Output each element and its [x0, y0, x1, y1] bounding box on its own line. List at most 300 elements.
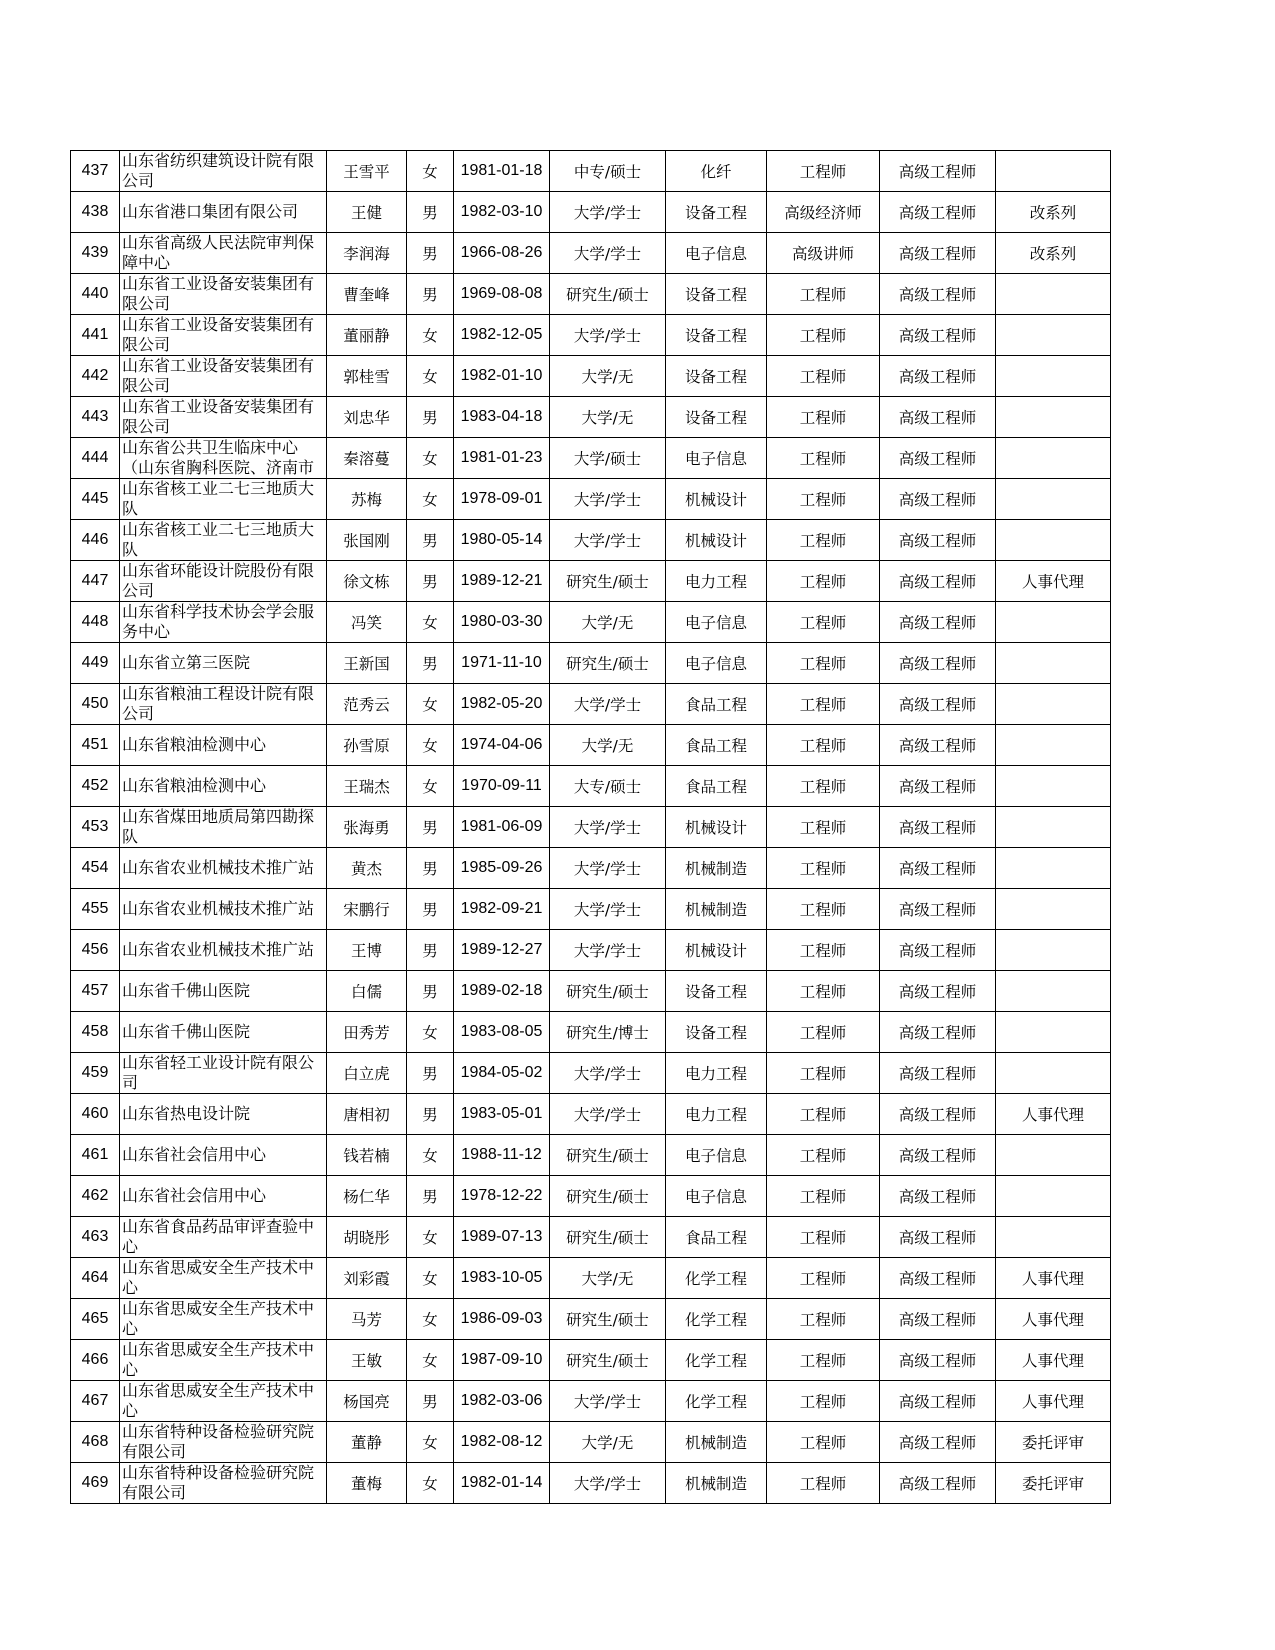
unit-cell [120, 1176, 327, 1217]
unit-text: 山东省思威安全生产技术中心 [122, 1299, 315, 1338]
table-row [71, 274, 1111, 315]
table-row [71, 192, 1111, 233]
unit-text: 山东省科学技术协会学会服务中心 [122, 602, 315, 641]
remark-cell [996, 151, 1111, 192]
remark-cell [996, 684, 1111, 725]
name-cell: 王瑞杰 [327, 766, 407, 807]
name-cell: 刘彩霞 [327, 1258, 407, 1299]
gender-cell: 女 [407, 1299, 454, 1340]
applied-title-cell: 高级工程师 [880, 520, 996, 561]
personnel-table [70, 150, 1111, 1504]
current-title-cell: 工程师 [767, 1340, 880, 1381]
birth-date-cell: 1983-08-05 [454, 1012, 550, 1053]
birth-date-cell: 1989-12-21 [454, 561, 550, 602]
table-row [71, 356, 1111, 397]
gender-cell: 女 [407, 1012, 454, 1053]
gender-cell: 女 [407, 1422, 454, 1463]
specialty-cell: 机械制造 [666, 1422, 767, 1463]
table-row [71, 151, 1111, 192]
applied-title-cell: 高级工程师 [880, 643, 996, 684]
unit-cell [120, 766, 327, 807]
applied-title-cell: 高级工程师 [880, 1381, 996, 1422]
applied-title-cell: 高级工程师 [880, 315, 996, 356]
table-row [71, 1012, 1111, 1053]
applied-title-cell: 高级工程师 [880, 684, 996, 725]
remark-cell [996, 520, 1111, 561]
row-number: 447 [71, 561, 120, 602]
current-title-cell: 工程师 [767, 930, 880, 971]
current-title-cell: 工程师 [767, 315, 880, 356]
remark-cell [996, 438, 1111, 479]
unit-cell [120, 848, 327, 889]
name-cell: 王雪平 [327, 151, 407, 192]
applied-title-cell: 高级工程师 [880, 1217, 996, 1258]
unit-text: 山东省特种设备检验研究院有限公司 [122, 1422, 315, 1461]
row-number: 446 [71, 520, 120, 561]
specialty-cell: 食品工程 [666, 766, 767, 807]
row-number: 457 [71, 971, 120, 1012]
applied-title-cell: 高级工程师 [880, 766, 996, 807]
specialty-cell: 机械设计 [666, 520, 767, 561]
unit-text: 山东省思威安全生产技术中心 [122, 1381, 315, 1420]
remark-cell [996, 930, 1111, 971]
row-number: 465 [71, 1299, 120, 1340]
specialty-cell: 设备工程 [666, 274, 767, 315]
row-number: 452 [71, 766, 120, 807]
unit-text: 山东省热电设计院 [122, 1104, 251, 1123]
unit-text: 山东省环能设计院股份有限公司 [122, 561, 315, 600]
gender-cell: 男 [407, 848, 454, 889]
applied-title-cell: 高级工程师 [880, 1299, 996, 1340]
unit-text: 山东省核工业二七三地质大队 [122, 479, 315, 518]
applied-title-cell: 高级工程师 [880, 397, 996, 438]
applied-title-cell: 高级工程师 [880, 274, 996, 315]
education-cell: 中专/硕士 [550, 151, 666, 192]
unit-cell [120, 1094, 327, 1135]
current-title-cell: 工程师 [767, 1012, 880, 1053]
unit-cell [120, 192, 327, 233]
table-row [71, 1258, 1111, 1299]
applied-title-cell: 高级工程师 [880, 233, 996, 274]
specialty-cell: 电子信息 [666, 1135, 767, 1176]
table-row [71, 1217, 1111, 1258]
gender-cell: 男 [407, 930, 454, 971]
birth-date-cell: 1981-01-23 [454, 438, 550, 479]
remark-cell [996, 889, 1111, 930]
birth-date-cell: 1982-01-14 [454, 1463, 550, 1504]
birth-date-cell: 1980-03-30 [454, 602, 550, 643]
row-number: 442 [71, 356, 120, 397]
unit-cell [120, 1135, 327, 1176]
unit-cell [120, 643, 327, 684]
unit-text: 山东省核工业二七三地质大队 [122, 520, 315, 559]
gender-cell: 女 [407, 151, 454, 192]
name-cell: 董静 [327, 1422, 407, 1463]
gender-cell: 男 [407, 1381, 454, 1422]
unit-cell [120, 971, 327, 1012]
gender-cell: 男 [407, 561, 454, 602]
unit-cell [120, 1422, 327, 1463]
unit-cell [120, 397, 327, 438]
name-cell: 黄杰 [327, 848, 407, 889]
specialty-cell: 设备工程 [666, 192, 767, 233]
table-row [71, 807, 1111, 848]
birth-date-cell: 1981-01-18 [454, 151, 550, 192]
remark-cell [996, 971, 1111, 1012]
name-cell: 董梅 [327, 1463, 407, 1504]
table-row [71, 602, 1111, 643]
remark-cell [996, 274, 1111, 315]
unit-cell [120, 315, 327, 356]
name-cell: 马芳 [327, 1299, 407, 1340]
name-cell: 张海勇 [327, 807, 407, 848]
applied-title-cell: 高级工程师 [880, 438, 996, 479]
current-title-cell: 工程师 [767, 1422, 880, 1463]
table-row [71, 971, 1111, 1012]
specialty-cell: 设备工程 [666, 315, 767, 356]
remark-cell [996, 766, 1111, 807]
name-cell: 张国刚 [327, 520, 407, 561]
table-row [71, 1463, 1111, 1504]
row-number: 463 [71, 1217, 120, 1258]
row-number: 450 [71, 684, 120, 725]
specialty-cell: 机械设计 [666, 930, 767, 971]
row-number: 456 [71, 930, 120, 971]
name-cell: 王敏 [327, 1340, 407, 1381]
applied-title-cell: 高级工程师 [880, 151, 996, 192]
unit-cell [120, 1381, 327, 1422]
table-row [71, 520, 1111, 561]
remark-cell: 人事代理 [996, 1094, 1111, 1135]
unit-text: 山东省立第三医院 [122, 653, 251, 672]
unit-cell [120, 1463, 327, 1504]
row-number: 437 [71, 151, 120, 192]
unit-text: 山东省轻工业设计院有限公司 [122, 1053, 315, 1092]
birth-date-cell: 1969-08-08 [454, 274, 550, 315]
row-number: 444 [71, 438, 120, 479]
birth-date-cell: 1988-11-12 [454, 1135, 550, 1176]
current-title-cell: 工程师 [767, 725, 880, 766]
applied-title-cell: 高级工程师 [880, 561, 996, 602]
unit-cell [120, 807, 327, 848]
unit-cell [120, 1217, 327, 1258]
table-row [71, 1340, 1111, 1381]
current-title-cell: 工程师 [767, 520, 880, 561]
unit-cell [120, 602, 327, 643]
specialty-cell: 化学工程 [666, 1381, 767, 1422]
unit-text: 山东省农业机械技术推广站 [122, 899, 315, 918]
current-title-cell: 工程师 [767, 356, 880, 397]
name-cell: 曹奎峰 [327, 274, 407, 315]
specialty-cell: 电子信息 [666, 438, 767, 479]
remark-cell [996, 1135, 1111, 1176]
specialty-cell: 化学工程 [666, 1299, 767, 1340]
gender-cell: 女 [407, 1135, 454, 1176]
birth-date-cell: 1984-05-02 [454, 1053, 550, 1094]
unit-text: 山东省粮油检测中心 [122, 735, 267, 754]
education-cell: 研究生/硕士 [550, 1340, 666, 1381]
gender-cell: 女 [407, 1463, 454, 1504]
education-cell: 研究生/硕士 [550, 1135, 666, 1176]
applied-title-cell: 高级工程师 [880, 848, 996, 889]
education-cell: 大学/学士 [550, 684, 666, 725]
specialty-cell: 电力工程 [666, 1094, 767, 1135]
current-title-cell: 工程师 [767, 1258, 880, 1299]
current-title-cell: 工程师 [767, 1053, 880, 1094]
remark-cell: 委托评审 [996, 1463, 1111, 1504]
remark-cell [996, 356, 1111, 397]
education-cell: 研究生/硕士 [550, 643, 666, 684]
current-title-cell: 工程师 [767, 848, 880, 889]
row-number: 453 [71, 807, 120, 848]
specialty-cell: 机械设计 [666, 807, 767, 848]
table-row [71, 561, 1111, 602]
unit-text: 山东省高级人民法院审判保障中心 [122, 233, 315, 272]
unit-cell [120, 438, 327, 479]
unit-cell [120, 725, 327, 766]
specialty-cell: 设备工程 [666, 971, 767, 1012]
remark-cell [996, 1217, 1111, 1258]
current-title-cell: 工程师 [767, 1463, 880, 1504]
table-row [71, 889, 1111, 930]
education-cell: 大学/学士 [550, 807, 666, 848]
remark-cell: 人事代理 [996, 1258, 1111, 1299]
birth-date-cell: 1989-07-13 [454, 1217, 550, 1258]
current-title-cell: 高级经济师 [767, 192, 880, 233]
table-body [71, 151, 1111, 1504]
specialty-cell: 设备工程 [666, 397, 767, 438]
remark-cell [996, 602, 1111, 643]
gender-cell: 男 [407, 889, 454, 930]
name-cell: 孙雪原 [327, 725, 407, 766]
birth-date-cell: 1983-05-01 [454, 1094, 550, 1135]
table-row [71, 1053, 1111, 1094]
specialty-cell: 设备工程 [666, 356, 767, 397]
unit-text: 山东省农业机械技术推广站 [122, 858, 315, 877]
specialty-cell: 机械制造 [666, 848, 767, 889]
gender-cell: 男 [407, 274, 454, 315]
current-title-cell: 工程师 [767, 479, 880, 520]
row-number: 438 [71, 192, 120, 233]
unit-text: 山东省特种设备检验研究院有限公司 [122, 1463, 315, 1502]
birth-date-cell: 1978-09-01 [454, 479, 550, 520]
current-title-cell: 工程师 [767, 807, 880, 848]
birth-date-cell: 1989-12-27 [454, 930, 550, 971]
education-cell: 大学/无 [550, 1422, 666, 1463]
current-title-cell: 工程师 [767, 1217, 880, 1258]
applied-title-cell: 高级工程师 [880, 192, 996, 233]
education-cell: 研究生/硕士 [550, 561, 666, 602]
name-cell: 郭桂雪 [327, 356, 407, 397]
education-cell: 大学/学士 [550, 192, 666, 233]
current-title-cell: 工程师 [767, 971, 880, 1012]
unit-cell [120, 930, 327, 971]
row-number: 448 [71, 602, 120, 643]
current-title-cell: 工程师 [767, 643, 880, 684]
table-row [71, 766, 1111, 807]
unit-cell [120, 889, 327, 930]
education-cell: 大学/无 [550, 725, 666, 766]
name-cell: 宋鹏行 [327, 889, 407, 930]
row-number: 466 [71, 1340, 120, 1381]
birth-date-cell: 1982-03-06 [454, 1381, 550, 1422]
applied-title-cell: 高级工程师 [880, 807, 996, 848]
current-title-cell: 高级讲师 [767, 233, 880, 274]
applied-title-cell: 高级工程师 [880, 1135, 996, 1176]
applied-title-cell: 高级工程师 [880, 1258, 996, 1299]
name-cell: 杨仁华 [327, 1176, 407, 1217]
unit-text: 山东省工业设备安装集团有限公司 [122, 274, 315, 313]
education-cell: 大学/无 [550, 1258, 666, 1299]
name-cell: 徐文栋 [327, 561, 407, 602]
row-number: 460 [71, 1094, 120, 1135]
unit-text: 山东省工业设备安装集团有限公司 [122, 356, 315, 395]
remark-cell: 人事代理 [996, 1340, 1111, 1381]
unit-text: 山东省千佛山医院 [122, 1022, 251, 1041]
education-cell: 大学/无 [550, 397, 666, 438]
applied-title-cell: 高级工程师 [880, 1094, 996, 1135]
unit-cell [120, 561, 327, 602]
current-title-cell: 工程师 [767, 1381, 880, 1422]
unit-text: 山东省工业设备安装集团有限公司 [122, 315, 315, 354]
current-title-cell: 工程师 [767, 151, 880, 192]
gender-cell: 男 [407, 520, 454, 561]
name-cell: 冯笑 [327, 602, 407, 643]
gender-cell: 女 [407, 479, 454, 520]
row-number: 467 [71, 1381, 120, 1422]
name-cell: 白立虎 [327, 1053, 407, 1094]
table-row [71, 1094, 1111, 1135]
applied-title-cell: 高级工程师 [880, 1176, 996, 1217]
applied-title-cell: 高级工程师 [880, 1053, 996, 1094]
remark-cell [996, 397, 1111, 438]
gender-cell: 男 [407, 807, 454, 848]
gender-cell: 女 [407, 1217, 454, 1258]
education-cell: 大学/学士 [550, 930, 666, 971]
education-cell: 大学/无 [550, 602, 666, 643]
applied-title-cell: 高级工程师 [880, 930, 996, 971]
unit-text: 山东省煤田地质局第四勘探队 [122, 807, 315, 846]
gender-cell: 男 [407, 1094, 454, 1135]
birth-date-cell: 1982-01-10 [454, 356, 550, 397]
unit-cell [120, 1053, 327, 1094]
specialty-cell: 食品工程 [666, 1217, 767, 1258]
current-title-cell: 工程师 [767, 1176, 880, 1217]
gender-cell: 女 [407, 725, 454, 766]
table-row [71, 930, 1111, 971]
specialty-cell: 电力工程 [666, 561, 767, 602]
remark-cell [996, 1012, 1111, 1053]
unit-cell [120, 684, 327, 725]
specialty-cell: 机械设计 [666, 479, 767, 520]
education-cell: 大学/硕士 [550, 438, 666, 479]
row-number: 441 [71, 315, 120, 356]
education-cell: 大专/硕士 [550, 766, 666, 807]
remark-cell: 改系列 [996, 233, 1111, 274]
table-row [71, 438, 1111, 479]
name-cell: 苏梅 [327, 479, 407, 520]
unit-text: 山东省社会信用中心 [122, 1145, 267, 1164]
unit-text: 山东省粮油工程设计院有限公司 [122, 684, 315, 723]
row-number: 439 [71, 233, 120, 274]
specialty-cell: 电子信息 [666, 602, 767, 643]
remark-cell: 委托评审 [996, 1422, 1111, 1463]
table-row [71, 848, 1111, 889]
birth-date-cell: 1970-09-11 [454, 766, 550, 807]
table-row [71, 1381, 1111, 1422]
specialty-cell: 电子信息 [666, 1176, 767, 1217]
remark-cell: 人事代理 [996, 561, 1111, 602]
name-cell: 李润海 [327, 233, 407, 274]
unit-text: 山东省千佛山医院 [122, 981, 251, 1000]
education-cell: 研究生/硕士 [550, 1299, 666, 1340]
table-row [71, 397, 1111, 438]
name-cell: 范秀云 [327, 684, 407, 725]
remark-cell [996, 848, 1111, 889]
gender-cell: 女 [407, 438, 454, 479]
applied-title-cell: 高级工程师 [880, 602, 996, 643]
unit-text: 山东省思威安全生产技术中心 [122, 1258, 315, 1297]
specialty-cell: 食品工程 [666, 725, 767, 766]
education-cell: 大学/无 [550, 356, 666, 397]
birth-date-cell: 1966-08-26 [454, 233, 550, 274]
specialty-cell: 机械制造 [666, 889, 767, 930]
birth-date-cell: 1983-04-18 [454, 397, 550, 438]
table-row [71, 479, 1111, 520]
specialty-cell: 设备工程 [666, 1012, 767, 1053]
applied-title-cell: 高级工程师 [880, 479, 996, 520]
remark-cell [996, 1176, 1111, 1217]
table-row [71, 684, 1111, 725]
table-row [71, 1176, 1111, 1217]
remark-cell: 人事代理 [996, 1299, 1111, 1340]
remark-cell: 改系列 [996, 192, 1111, 233]
table-row [71, 725, 1111, 766]
specialty-cell: 食品工程 [666, 684, 767, 725]
education-cell: 大学/学士 [550, 233, 666, 274]
gender-cell: 女 [407, 684, 454, 725]
applied-title-cell: 高级工程师 [880, 971, 996, 1012]
name-cell: 王博 [327, 930, 407, 971]
row-number: 459 [71, 1053, 120, 1094]
name-cell: 王健 [327, 192, 407, 233]
current-title-cell: 工程师 [767, 684, 880, 725]
name-cell: 王新国 [327, 643, 407, 684]
birth-date-cell: 1982-12-05 [454, 315, 550, 356]
current-title-cell: 工程师 [767, 602, 880, 643]
education-cell: 研究生/硕士 [550, 274, 666, 315]
table-row [71, 1422, 1111, 1463]
specialty-cell: 化纤 [666, 151, 767, 192]
row-number: 445 [71, 479, 120, 520]
gender-cell: 女 [407, 1340, 454, 1381]
current-title-cell: 工程师 [767, 1094, 880, 1135]
education-cell: 大学/学士 [550, 315, 666, 356]
name-cell: 田秀芳 [327, 1012, 407, 1053]
birth-date-cell: 1987-09-10 [454, 1340, 550, 1381]
specialty-cell: 化学工程 [666, 1340, 767, 1381]
applied-title-cell: 高级工程师 [880, 1422, 996, 1463]
gender-cell: 男 [407, 192, 454, 233]
unit-text: 山东省社会信用中心 [122, 1186, 267, 1205]
remark-cell [996, 479, 1111, 520]
applied-title-cell: 高级工程师 [880, 1012, 996, 1053]
gender-cell: 男 [407, 1176, 454, 1217]
current-title-cell: 工程师 [767, 1135, 880, 1176]
name-cell: 白儒 [327, 971, 407, 1012]
unit-cell [120, 1340, 327, 1381]
row-number: 462 [71, 1176, 120, 1217]
